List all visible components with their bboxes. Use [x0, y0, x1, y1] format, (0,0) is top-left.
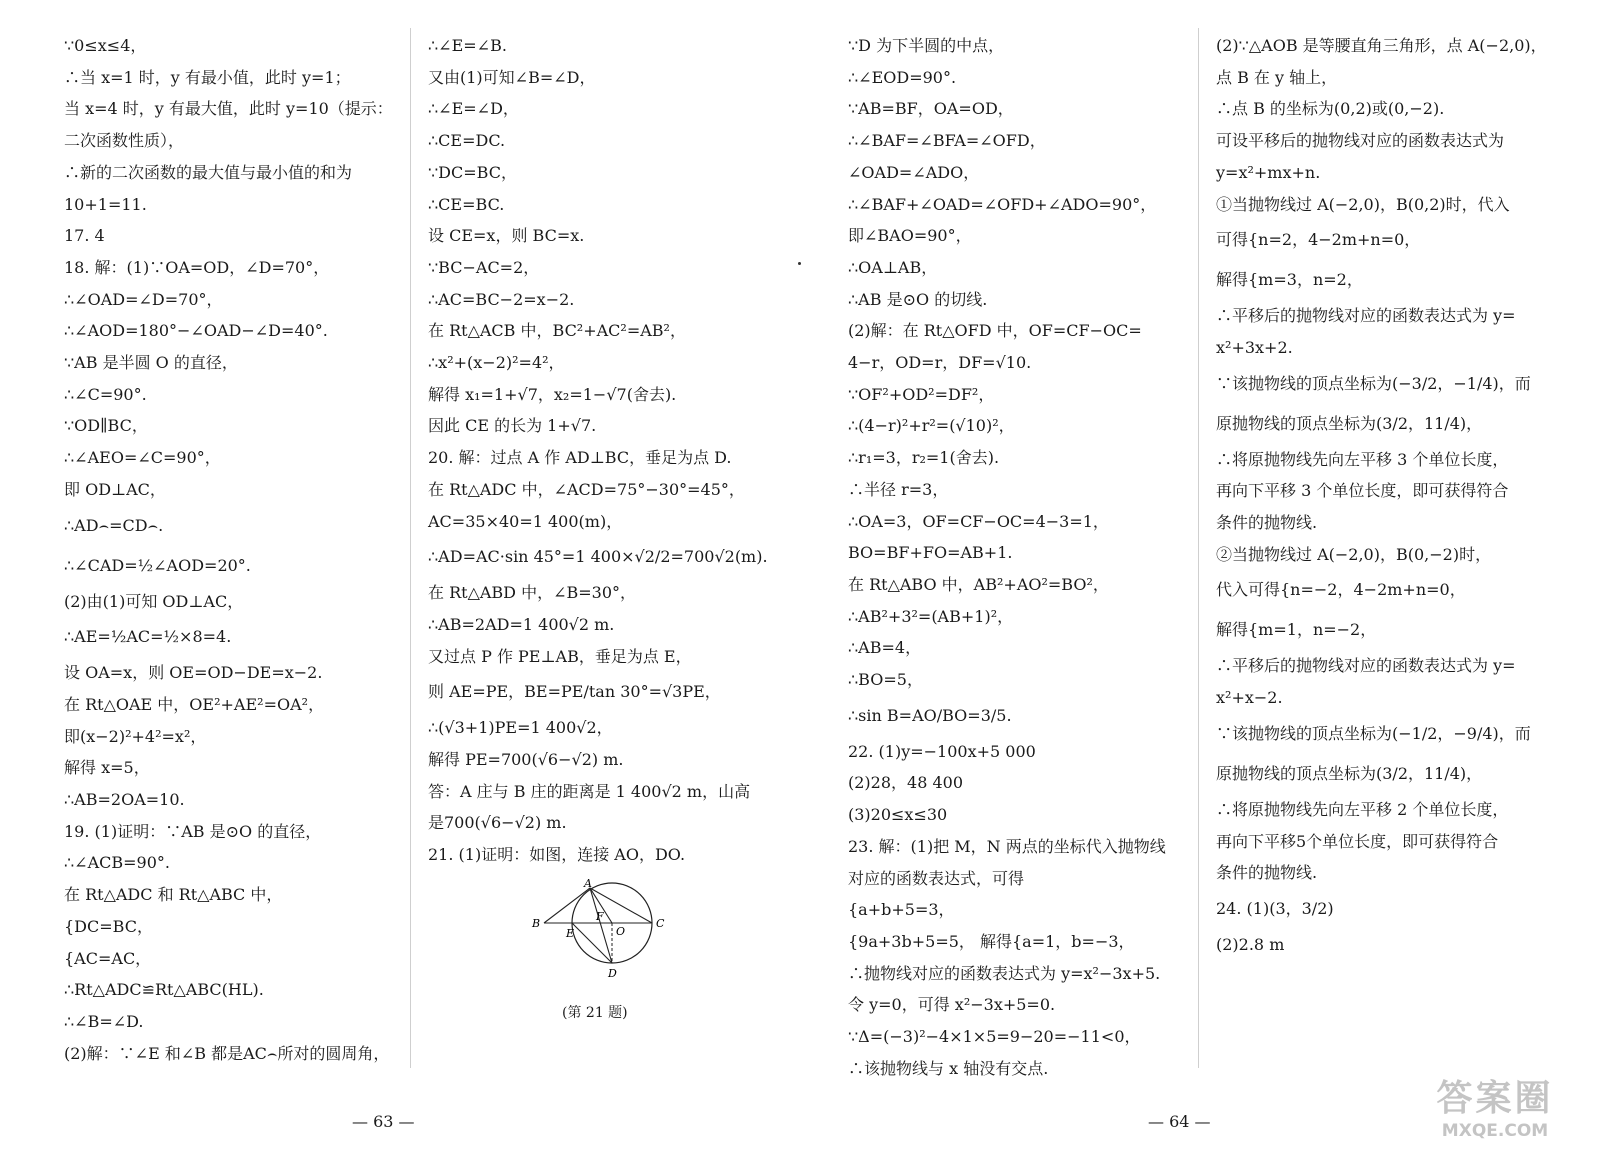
text-line: 在 Rt△ACB 中，BC²+AC²=AB²， — [428, 321, 686, 341]
text-line: 条件的抛物线. — [1216, 863, 1318, 883]
text-line: 是700(√6−√2) m. — [428, 813, 567, 833]
text-line: ∴AE=½AC=½×8=4. — [64, 627, 232, 647]
text-line: ∵0≤x≤4， — [64, 36, 147, 55]
text-line: 再向下平移5个单位长度，即可获得符合 — [1216, 831, 1499, 851]
text-line: ∴∠ACB=90°. — [64, 853, 170, 873]
label-d: D — [608, 966, 617, 980]
text-line: ∴AB=2AD=1 400√2 m. — [428, 614, 615, 634]
text-line: {AC=AC， — [64, 948, 152, 968]
text-line: ∴CE=BC. — [428, 194, 505, 214]
column-3 — [848, 30, 1228, 1085]
text-line: ∴AB=2OA=10. — [64, 790, 185, 810]
text-line: 条件的抛物线. — [1216, 513, 1318, 533]
text-line: 在 Rt△ABO 中，AB²+AO²=BO²， — [848, 574, 1109, 594]
column-1 — [64, 30, 444, 1069]
text-line: {DC=BC， — [64, 916, 153, 936]
text-line: ∴该抛物线与 x 轴没有交点. — [848, 1058, 1049, 1078]
text-line: ∴抛物线对应的函数表达式为 y=x²−3x+5. — [848, 963, 1161, 983]
text-line: ∴∠AEO=∠C=90°， — [64, 448, 221, 468]
text-line: ∴将原抛物线先向左平移 3 个单位长度， — [1216, 449, 1509, 469]
text-line: ∴点 B 的坐标为(0,2)或(0,−2). — [1216, 99, 1445, 119]
text-line: {a+b+5=3， — [848, 900, 955, 920]
text-line: ∴新的二次函数的最大值与最小值的和为 — [64, 162, 353, 182]
text-line: ∴(√3+1)PE=1 400√2， — [428, 718, 613, 738]
text-line: 代入可得{n=−2，4−2m+n=0， — [1216, 580, 1466, 600]
text-line: 对应的函数表达式，可得 — [848, 868, 1025, 888]
text-line: AC=35×40=1 400(m)， — [428, 511, 623, 531]
text-line: 令 y=0，可得 x²−3x+5=0. — [848, 995, 1056, 1015]
text-line: ∴OA=3，OF=CF−OC=4−3=1， — [848, 511, 1109, 531]
text-line: (2)解：∵∠E 和∠B 都是AC⌢所对的圆周角， — [64, 1043, 390, 1063]
text-line: ∴Rt△ADC≌Rt△ABC(HL). — [64, 980, 264, 1000]
text-line: ∴AC=BC−2=x−2. — [428, 289, 575, 309]
text-line: ①当抛物线过 A(−2,0)，B(0,2)时，代入 — [1216, 194, 1510, 214]
text-line: ∴sin B=AO/BO=3/5. — [848, 705, 1012, 725]
text-line: y=x²+mx+n. — [1216, 162, 1321, 182]
text-line: ∴(4−r)²+r²=(√10)²， — [848, 416, 1015, 436]
text-line: ∴OA⊥AB， — [848, 257, 938, 277]
text-line: 原抛物线的顶点坐标为(3/2，11/4)， — [1216, 763, 1483, 783]
text-line: ∴AD⌢=CD⌢. — [64, 515, 164, 535]
text-line: 又过点 P 作 PE⊥AB，垂足为点 E， — [428, 646, 692, 666]
answer-17: 17. 4 — [64, 226, 105, 246]
text-line: (2)2.8 m — [1216, 934, 1285, 954]
text-line: ∴当 x=1 时，y 有最小值，此时 y=1； — [64, 67, 351, 87]
text-line: ∴∠OAD=∠D=70°， — [64, 289, 223, 309]
label-c: C — [656, 916, 665, 930]
text-line: 即∠BAO=90°， — [848, 226, 972, 246]
column-2 — [428, 30, 808, 1025]
text-line: ∴CE=DC. — [428, 131, 506, 151]
text-line: ∴∠C=90°. — [64, 384, 147, 404]
text-line: ∴∠EOD=90°. — [848, 67, 957, 87]
text-line: 原抛物线的顶点坐标为(3/2，11/4)， — [1216, 413, 1483, 433]
text-line: 点 B 在 y 轴上， — [1216, 67, 1338, 87]
text-line: ∴BO=5， — [848, 670, 923, 690]
text-line: 解得 PE=700(√6−√2) m. — [428, 750, 624, 770]
text-line: ∴∠BAF+∠OAD=∠OFD+∠ADO=90°， — [848, 194, 1157, 214]
column-4 — [1216, 30, 1596, 961]
text-line: x²+3x+2. — [1216, 337, 1293, 357]
text-line: 答：A 庄与 B 庄的距离是 1 400√2 m，山高 — [428, 781, 751, 801]
text-line: ②当抛物线过 A(−2,0)，B(0,−2)时， — [1216, 544, 1492, 564]
figure-21 — [522, 877, 672, 997]
text-line: x²+x−2. — [1216, 688, 1283, 708]
watermark-url: MXQE.COM — [1441, 1121, 1549, 1141]
label-a: A — [584, 876, 592, 890]
answer-20: 20. 解：过点 A 作 AD⊥BC，垂足为点 D. — [428, 448, 732, 468]
text-line: ∵BC−AC=2， — [428, 257, 540, 277]
segment-ab — [544, 888, 590, 923]
text-line: 可得{n=2，4−2m+n=0， — [1216, 230, 1421, 250]
text-line: ∴将原抛物线先向左平移 2 个单位长度， — [1216, 799, 1509, 819]
text-line: 在 Rt△ADC 中，∠ACD=75°−30°=45°， — [428, 479, 745, 499]
label-b: B — [532, 916, 541, 930]
text-line: ∵OD∥BC， — [64, 416, 148, 436]
text-line: ∴AD=AC·sin 45°=1 400×√2/2=700√2(m). — [428, 547, 768, 567]
text-line: (2)28，48 400 — [848, 773, 964, 793]
text-line: 解得 x₁=1+√7，x₂=1−√7(舍去). — [428, 384, 677, 404]
label-e: E — [566, 926, 575, 940]
text-line: (3)20≤x≤30 — [848, 805, 948, 825]
text-line: ∴AB 是⊙O 的切线. — [848, 289, 988, 309]
text-line: 再向下平移 3 个单位长度，即可获得符合 — [1216, 481, 1509, 501]
text-line: 解得{m=1，n=−2， — [1216, 620, 1377, 640]
text-line: ∴平移后的抛物线对应的函数表达式为 y= — [1216, 656, 1516, 676]
label-o: O — [616, 924, 626, 938]
text-line: 设 OA=x，则 OE=OD−DE=x−2. — [64, 663, 323, 683]
text-line: ∠OAD=∠ADO， — [848, 162, 980, 182]
text-line: ∴∠B=∠D. — [64, 1011, 144, 1031]
page-number-right: — 64 — — [1148, 1112, 1211, 1131]
text-line: ∴AB²+3²=(AB+1)²， — [848, 606, 1014, 626]
text-line: 可设平移后的抛物线对应的函数表达式为 — [1216, 131, 1505, 151]
text-line: ∴x²+(x−2)²=4²， — [428, 353, 565, 373]
text-line: ∴AB=4， — [848, 638, 922, 658]
text-line: 10+1=11. — [64, 194, 147, 214]
text-line: 即(x−2)²+4²=x²， — [64, 726, 207, 746]
text-line: ∵AB=BF，OA=OD， — [848, 99, 1014, 119]
text-line: ∵Δ=(−3)²−4×1×5=9−20=−11<0， — [848, 1027, 1141, 1047]
watermark — [1420, 1078, 1570, 1148]
text-line: ∴∠E=∠D， — [428, 99, 519, 119]
text-line: 解得 x=5， — [64, 758, 150, 778]
text-line: 当 x=4 时，y 有最大值，此时 y=10（提示： — [64, 99, 393, 119]
answer-19: 19. (1)证明：∵AB 是⊙O 的直径， — [64, 821, 322, 841]
text-line: 设 CE=x，则 BC=x. — [428, 226, 585, 246]
text-line: ∴∠AOD=180°−∠OAD−∠D=40°. — [64, 321, 328, 341]
text-line: ∴∠CAD=½∠AOD=20°. — [64, 555, 251, 575]
text-line: ∵AB 是半圆 O 的直径， — [64, 353, 238, 373]
text-line: ∵D 为下半圆的中点， — [848, 36, 1005, 55]
answer-21: 21. (1)证明：如图，连接 AO，DO. — [428, 845, 686, 865]
watermark-logo: 答案圈 — [1436, 1078, 1554, 1119]
text-line: ∵该抛物线的顶点坐标为(−1/2，−9/4)，而 — [1216, 723, 1531, 743]
answer-23: 23. 解：(1)把 M，N 两点的坐标代入抛物线 — [848, 836, 1166, 856]
answer-18: 18. 解：(1)∵OA=OD，∠D=70°， — [64, 257, 330, 277]
text-line: 在 Rt△ABD 中，∠B=30°， — [428, 583, 637, 603]
text-line: 4−r，OD=r，DF=√10. — [848, 353, 1032, 373]
text-line: ∴半径 r=3， — [848, 479, 949, 499]
text-line: 则 AE=PE，BE=PE/tan 30°=√3PE， — [428, 682, 721, 702]
text-line: 在 Rt△OAE 中，OE²+AE²=OA²， — [64, 694, 325, 714]
page-number-left: — 63 — — [352, 1112, 415, 1131]
text-line: 在 Rt△ADC 和 Rt△ABC 中， — [64, 885, 283, 905]
scan-speck — [798, 262, 801, 265]
answer-24: 24. (1)(3，3/2) — [1216, 898, 1334, 918]
text-line: 解得{m=3，n=2， — [1216, 270, 1363, 290]
text-line: 因此 CE 的长为 1+√7. — [428, 416, 597, 436]
text-line: ∵该抛物线的顶点坐标为(−3/2，−1/4)，而 — [1216, 373, 1531, 393]
text-line: BO=BF+FO=AB+1. — [848, 543, 1013, 563]
figure-caption: (第 21 题) — [562, 1004, 628, 1021]
label-f: F — [596, 909, 604, 923]
text-line: ∴平移后的抛物线对应的函数表达式为 y= — [1216, 306, 1516, 326]
text-line: (2)∵△AOB 是等腰直角三角形，点 A(−2,0)， — [1216, 36, 1547, 55]
text-line: ∵OF²+OD²=DF²， — [848, 384, 995, 404]
text-line: ∵DC=BC， — [428, 162, 517, 182]
text-line: 二次函数性质）， — [64, 131, 185, 151]
text-line: {9a+3b+5=5， 解得{a=1，b=−3， — [848, 931, 1135, 951]
answer-22: 22. (1)y=−100x+5 000 — [848, 741, 1036, 761]
text-line: ∴∠BAF=∠BFA=∠OFD， — [848, 131, 1046, 151]
text-line: (2)由(1)可知 OD⊥AC， — [64, 591, 244, 611]
text-line: 又由(1)可知∠B=∠D， — [428, 67, 596, 87]
circle-diagram — [522, 877, 672, 997]
text-line: ∴r₁=3，r₂=1(舍去). — [848, 448, 1000, 468]
text-line: 即 OD⊥AC， — [64, 479, 166, 499]
text-line: (2)解：在 Rt△OFD 中，OF=CF−OC= — [848, 321, 1142, 341]
text-line: ∴∠E=∠B. — [428, 36, 507, 55]
